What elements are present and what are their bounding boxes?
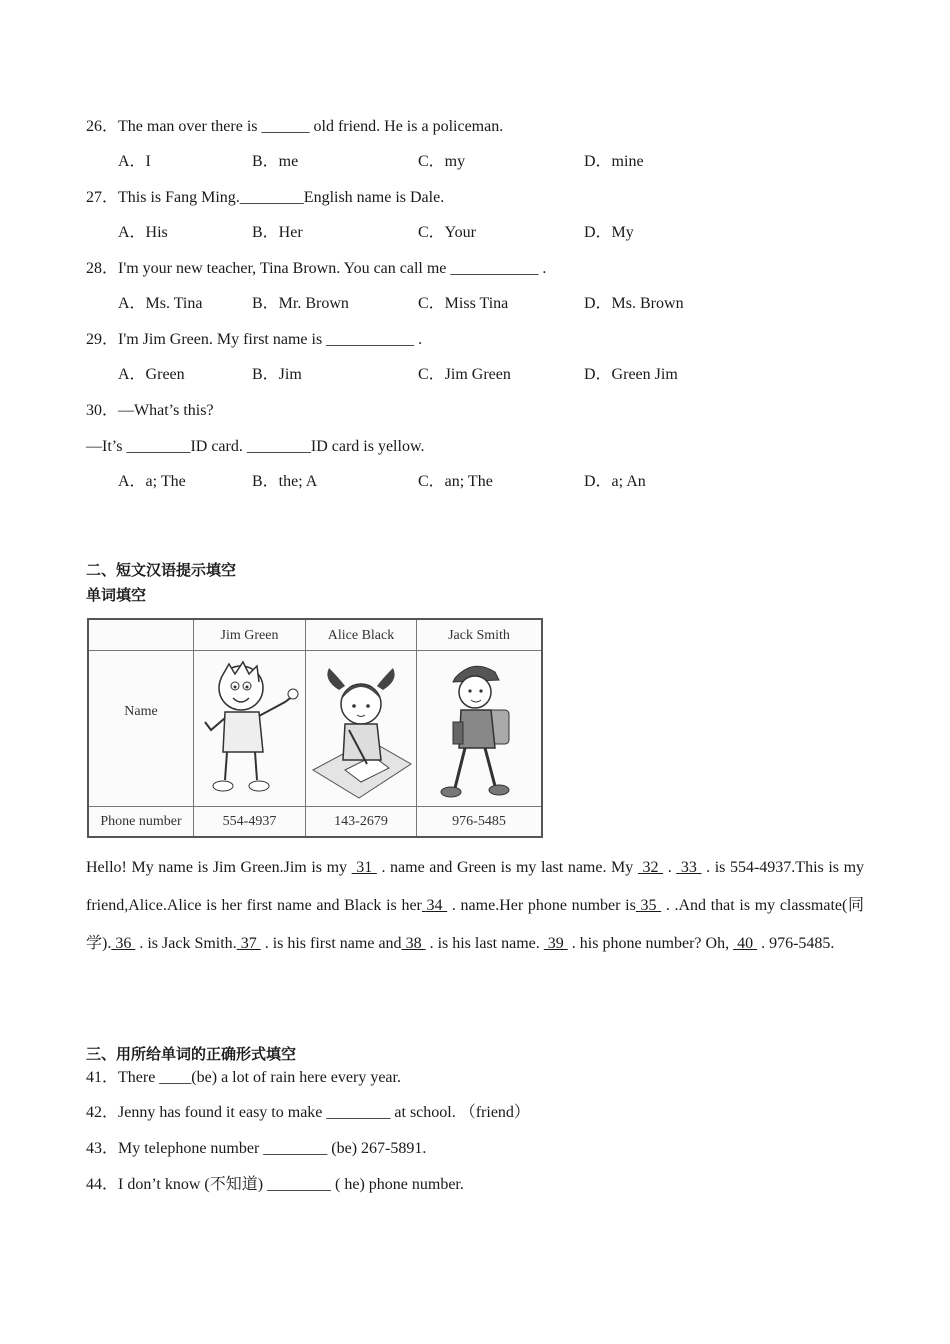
table-phone-2: 143-2679 <box>334 814 388 829</box>
option-b[interactable]: B．Jim <box>252 366 302 383</box>
option-c[interactable]: C．Your <box>418 224 476 241</box>
blank-35[interactable]: 35 <box>635 897 662 914</box>
option-d[interactable]: D．Ms. Brown <box>584 295 684 312</box>
blank-31[interactable]: 31 <box>351 859 377 876</box>
passage-text: . is Jack Smith. <box>135 935 237 952</box>
option-b[interactable]: B．Mr. Brown <box>252 295 349 312</box>
blank-38[interactable]: 38 <box>401 935 426 952</box>
option-d[interactable]: D．a; An <box>584 473 646 490</box>
option-b[interactable]: B．the; A <box>252 473 318 490</box>
option-c[interactable]: C．an; The <box>418 473 493 490</box>
option-a[interactable]: A．Ms. Tina <box>118 295 203 312</box>
table-phone-3: 976-5485 <box>452 814 506 829</box>
table-phone-1: 554-4937 <box>222 814 277 829</box>
boy-walking-illustration <box>429 656 529 802</box>
passage-text: . is his last name. <box>425 935 544 952</box>
option-a[interactable]: A．His <box>118 224 168 241</box>
section-2-title: 二、短文汉语提示填空 <box>86 561 237 579</box>
passage-text: . name and Green is my last name. My <box>376 859 638 876</box>
name-phone-table <box>87 618 543 838</box>
question-29-options <box>118 365 818 385</box>
option-c[interactable]: C．Jim Green <box>418 366 511 383</box>
question-26-stem: 26．The man over there is ______ old friend. He is a policeman. <box>86 118 504 135</box>
table-header-person-3: Jack Smith <box>448 628 510 643</box>
section-3-title: 三、用所给单词的正确形式填空 <box>86 1045 297 1063</box>
blank-40[interactable]: 40 <box>733 935 758 952</box>
passage-text: . his phone number? Oh, <box>567 935 734 952</box>
question-27-stem: 27．This is Fang Ming.________English name is Dale. <box>86 189 445 206</box>
option-a[interactable]: A．a; The <box>118 473 186 490</box>
option-c[interactable]: C．Miss Tina <box>418 295 509 312</box>
option-a[interactable]: A．Green <box>118 366 185 383</box>
option-d[interactable]: D．mine <box>584 153 644 170</box>
passage-text: . 976-5485. <box>757 935 835 952</box>
boy-waving-illustration <box>201 656 301 802</box>
passage-text: . .And that is my classmate(同学). <box>86 897 865 952</box>
question-43: 43．My telephone number ________ (be) 267-5891. <box>86 1140 427 1157</box>
passage-text: . name.Her phone number is <box>447 897 636 914</box>
passage-text: . is his first name and <box>260 935 402 952</box>
passage-text: . is 554-4937.This is my friend,Alice.Alice is her first name and Black is her <box>86 859 865 914</box>
section-2-subtitle: 单词填空 <box>86 586 147 604</box>
table-row-label-name: Name <box>124 704 158 719</box>
passage-text: . <box>663 859 677 876</box>
option-c[interactable]: C．my <box>418 153 466 170</box>
question-28-options <box>118 294 818 314</box>
blank-36[interactable]: 36 <box>111 935 136 952</box>
blank-33[interactable]: 33 <box>676 859 702 876</box>
option-d[interactable]: D．My <box>584 224 634 241</box>
passage-text: Hello! My name is Jim Green.Jim is my <box>86 859 352 876</box>
table-header-person-2: Alice Black <box>327 628 395 643</box>
table-header-person-1: Jim Green <box>220 628 279 643</box>
question-30-stem-line2: —It’s ________ID card. ________ID card is yellow. <box>86 438 425 455</box>
question-30-stem: 30．—What’s this? <box>86 402 214 419</box>
cloze-passage <box>86 849 864 963</box>
option-a[interactable]: A．I <box>118 153 151 170</box>
blank-32[interactable]: 32 <box>637 859 664 876</box>
question-26-options <box>118 152 818 172</box>
question-42: 42．Jenny has found it easy to make ________ at school. （friend） <box>86 1104 530 1121</box>
blank-39[interactable]: 39 <box>543 935 568 952</box>
question-41: 41．There ____(be) a lot of rain here every year. <box>86 1069 401 1086</box>
question-27-options <box>118 223 818 243</box>
question-30-options <box>118 472 818 492</box>
option-b[interactable]: B．Her <box>252 224 303 241</box>
option-d[interactable]: D．Green Jim <box>584 366 678 383</box>
question-44: 44．I don’t know (不知道) ________ ( he) phone number. <box>86 1176 464 1193</box>
girl-writing-illustration <box>309 660 413 802</box>
table-row-label-phone: Phone number <box>100 814 182 829</box>
question-28-stem: 28．I'm your new teacher, Tina Brown. You can call me ___________ . <box>86 260 547 277</box>
question-29-stem: 29．I'm Jim Green. My first name is ___________ . <box>86 331 423 348</box>
option-b[interactable]: B．me <box>252 153 299 170</box>
blank-34[interactable]: 34 <box>421 897 448 914</box>
blank-37[interactable]: 37 <box>236 935 261 952</box>
